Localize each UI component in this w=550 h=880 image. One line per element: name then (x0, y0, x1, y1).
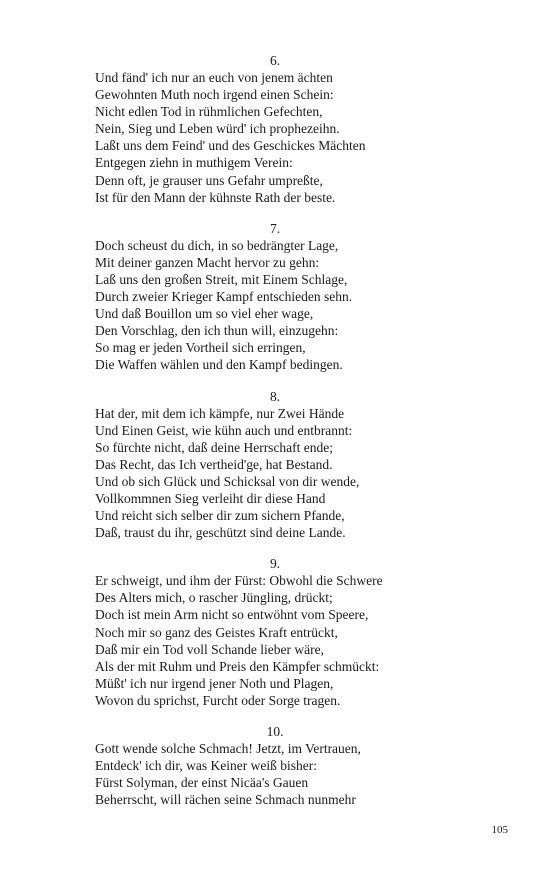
verse-line: Ist für den Mann der kühnste Rath der beste. (95, 189, 336, 205)
stanza-number: 6. (269, 53, 281, 68)
verse-line: Noch mir so ganz des Geistes Kraft entrückt, (95, 624, 338, 640)
verse-line: Hat der, mit dem ich kämpfe, nur Zwei Hände (95, 405, 345, 421)
verse-line: Wovon du sprichst, Furcht oder Sorge tragen. (95, 692, 341, 708)
stanza-7 (95, 220, 455, 374)
verse-line: Denn oft, je grauser uns Gefahr umpreßte, (95, 172, 323, 188)
stanza-number: 10. (266, 724, 284, 739)
verse-line: Des Alters mich, o rascher Jüngling, drückt; (95, 590, 333, 606)
verse-line: Gewohnten Muth noch irgend einen Schein: (95, 87, 334, 103)
stanza-number: 7. (269, 220, 281, 236)
verse-line: Entdeck' ich dir, was Keiner weiß bisher: (95, 758, 317, 774)
stanza-number: 8. (269, 388, 281, 404)
verse-line: Gott wende solche Schmach! Jetzt, im Vertrauen, (95, 741, 361, 756)
page-number: 105 (491, 824, 508, 836)
verse-line: Nicht edlen Tod in rühmlichen Gefechten, (95, 104, 323, 120)
verse-line: Und fänd' ich nur an euch von jenem ächten (95, 70, 333, 85)
stanza-9 (95, 555, 455, 709)
verse-line: Daß, traust du ihr, geschützt sind deine Lande. (95, 525, 346, 541)
stanza-6 (95, 52, 455, 206)
verse-line: Den Vorschlag, den ich thun will, einzugehn: (95, 323, 339, 339)
verse-line: Und reicht sich selber dir zum sichern Pfande, (95, 508, 345, 524)
stanza-10 (95, 723, 455, 808)
verse-line: Durch zweier Krieger Kampf entschieden sehn. (95, 289, 353, 305)
verse-line: Doch scheust du dich, in so bedrängter Lage, (95, 237, 339, 253)
verse-line: Entgegen ziehn in muthigem Verein: (95, 155, 293, 171)
poem-text-block (95, 52, 455, 822)
verse-line: Fürst Solyman, der einst Nicäa's Gauen (95, 775, 309, 791)
verse-line: Als der mit Ruhm und Preis den Kämpfer schmückt: (95, 658, 380, 674)
verse-line: Müßt' ich nur irgend jener Noth und Plagen, (95, 675, 334, 691)
verse-line: Doch ist mein Arm nicht so entwöhnt vom Speere, (95, 607, 369, 623)
verse-line: Vollkommnen Sieg verleiht dir diese Hand (95, 490, 326, 506)
verse-line: Das Recht, das Ich vertheid'ge, hat Bestand. (95, 456, 333, 472)
verse-line: Und daß Bouillon um so viel eher wage, (95, 306, 314, 322)
verse-line: So fürchte nicht, daß deine Herrschaft ende; (95, 439, 334, 455)
stanza-8 (95, 388, 455, 542)
verse-line: Laßt uns dem Feind' und des Geschickes Mächten (95, 138, 366, 154)
stanza-number: 9. (269, 556, 281, 572)
verse-line: So mag er jeden Vortheil sich erringen, (95, 340, 306, 356)
verse-line: Daß mir ein Tod voll Schande lieber wäre, (95, 641, 324, 657)
verse-line: Nein, Sieg und Leben würd' ich prophezeihn. (95, 121, 340, 137)
verse-line: Laß uns den großen Streit, mit Einem Schlage, (95, 271, 348, 287)
verse-line: Er schweigt, und ihm der Fürst: Obwohl die Schwere (95, 573, 383, 589)
verse-line: Und ob sich Glück und Schicksal von dir wende, (95, 473, 360, 489)
verse-line: Beherrscht, will rächen seine Schmach nunmehr (95, 792, 356, 808)
verse-line: Die Waffen wählen und den Kampf bedingen. (95, 357, 343, 373)
verse-line: Und Einen Geist, wie kühn auch und entbrannt: (95, 422, 353, 438)
verse-line: Mit deiner ganzen Macht hervor zu gehn: (95, 254, 320, 270)
